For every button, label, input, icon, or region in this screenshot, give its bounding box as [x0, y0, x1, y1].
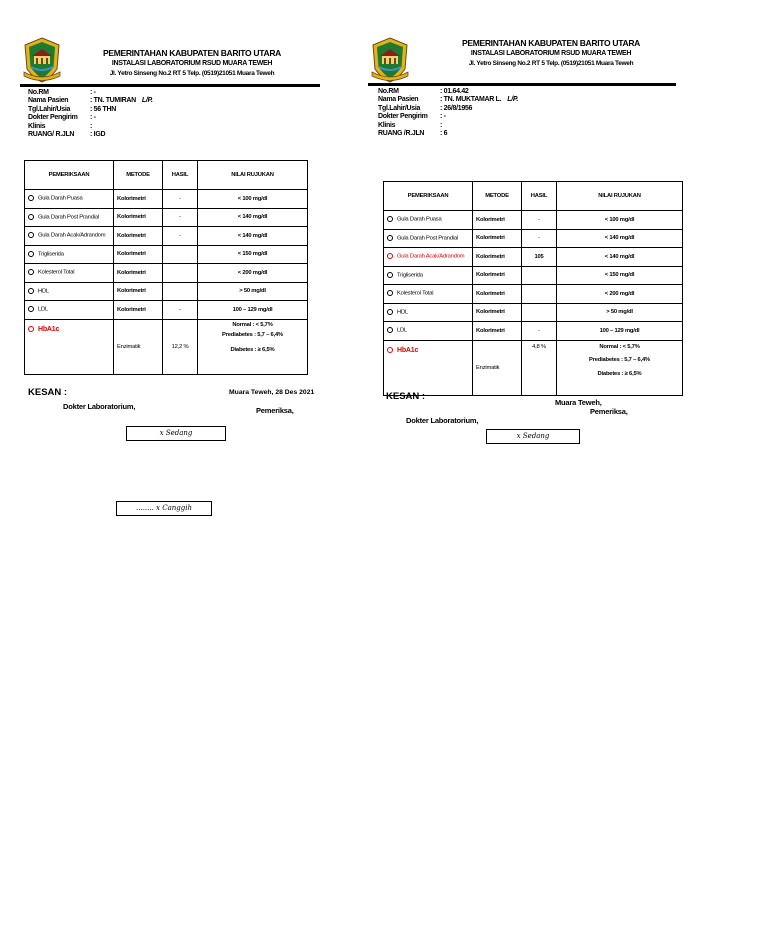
table-row: HDL Kolorimetri > 50 mg/dl	[25, 282, 308, 301]
lab-results-table	[383, 181, 683, 396]
header-title: PEMERINTAHAN KABUPATEN BARITO UTARA	[102, 48, 282, 58]
report-header	[418, 38, 684, 68]
patient-row-name: Nama Pasien : TN. TUMIRAN L/P.	[28, 97, 153, 105]
patient-row-rm: No.RM : -	[28, 89, 96, 96]
patient-row-name: Nama Pasien : TN. MUKTAMAR L. L/P.	[378, 96, 518, 104]
bullet-circle-icon	[387, 327, 393, 333]
bullet-circle-icon	[387, 272, 393, 278]
conclusion-label: KESAN :	[386, 391, 426, 402]
table-row: LDL Kolorimetri - 100 – 129 mg/dl	[25, 301, 308, 320]
table-row-hba1c: HbA1c Enzimatik 12,2 % Normal : < 5,7% Prediabetes : 5,7 – 6,4% Diabetes : ≥ 6,5%	[25, 319, 308, 374]
patient-row-doctor: Dokter Pengirim : -	[378, 113, 446, 121]
column-header: PEMERIKSAAN	[384, 182, 473, 211]
column-header: NILAI RUJUKAN	[198, 161, 308, 190]
table-row: Kolesterol Total Kolorimetri < 200 mg/dl	[384, 285, 683, 304]
bullet-circle-icon	[28, 232, 34, 238]
table-row: Gula Darah Post Prandial Kolorimetri - < 140 mg/dl	[384, 229, 683, 248]
table-header-row	[25, 161, 308, 190]
table-row: LDL Kolorimetri - 100 – 129 mg/dl	[384, 322, 683, 341]
barito-utara-emblem-icon	[370, 36, 410, 84]
bullet-circle-icon	[28, 251, 34, 257]
examiner-label: Pemeriksa,	[256, 406, 294, 415]
date-place: Muara Teweh, 28 Des 2021	[229, 389, 315, 396]
bullet-circle-icon	[387, 309, 393, 315]
column-header: HASIL	[163, 161, 198, 190]
bullet-circle-icon	[387, 253, 393, 259]
header-address: Jl. Yetro Sinseng No.2 RT 5 Telp. (0519)21051 Muara Teweh	[109, 70, 275, 77]
column-header: METODE	[114, 161, 163, 190]
bullet-circle-icon	[28, 214, 34, 220]
bullet-circle-icon	[387, 290, 393, 296]
bullet-circle-icon	[28, 306, 34, 312]
patient-row-room: RUANG/ R.JLN : IGD	[28, 131, 106, 139]
table-row: HDL Kolorimetri > 50 mg/dl	[384, 303, 683, 322]
date-place: Muara Teweh,	[555, 398, 602, 407]
bullet-circle-icon	[28, 288, 34, 294]
patient-row-dob: Tgl.Lahir/Usia : 26/8/1956	[378, 104, 473, 112]
table-row-hba1c: HbA1c Enzimatik 4,8 % Normal : < 5,7% Prediabetes : 5,7 – 6,4% Diabetes : ≥ 6,5%	[384, 340, 683, 395]
table-row: Kolesterol Total Kolorimetri < 200 mg/dl	[25, 264, 308, 283]
table-row: Gula Darah Acak/Adrandom Kolorimetri - < 140 mg/dl	[25, 227, 308, 246]
conclusion-label: KESAN :	[28, 387, 68, 398]
column-header: HASIL	[522, 182, 557, 211]
table-row: Trigliserida Kolorimetri < 150 mg/dl	[384, 266, 683, 285]
lab-results-table	[24, 160, 308, 375]
bullet-circle-icon	[28, 326, 34, 332]
table-row: Gula Darah Post Prandial Kolorimetri - < 140 mg/dl	[25, 208, 308, 227]
patient-row-clinical: Klinis :	[378, 121, 443, 129]
patient-row-rm: No.RM : 01.64.42	[378, 88, 469, 95]
bullet-circle-icon	[28, 269, 34, 275]
table-row: Gula Darah Puasa Kolorimetri - < 100 mg/dl	[25, 190, 308, 209]
patient-row-dob: Tgl.Lahir/Usia : 56 THN	[28, 105, 116, 113]
bullet-circle-icon	[387, 347, 393, 353]
header-title: PEMERINTAHAN KABUPATEN BARITO UTARA	[461, 38, 641, 48]
examiner-signature-box: x Sedang	[486, 429, 580, 444]
report-header	[64, 48, 320, 78]
header-subtitle: INSTALASI LABORATORIUM RSUD MUARA TEWEH	[470, 50, 632, 57]
table-header-row	[384, 182, 683, 211]
patient-row-clinical: Klinis :	[28, 122, 93, 130]
doctor-signature-box: ........ x Canggih	[116, 501, 212, 516]
header-subtitle: INSTALASI LABORATORIUM RSUD MUARA TEWEH	[111, 60, 273, 67]
table-row: Gula Darah Puasa Kolorimetri - < 100 mg/dl	[384, 211, 683, 230]
header-divider	[20, 84, 320, 87]
table-row: Trigliserida Kolorimetri < 150 mg/dl	[25, 245, 308, 264]
doctor-label: Dokter Laboratorium,	[63, 402, 136, 411]
barito-utara-emblem-icon	[22, 36, 62, 84]
patient-info	[378, 88, 518, 138]
doctor-label: Dokter Laboratorium,	[406, 416, 479, 425]
bullet-circle-icon	[387, 235, 393, 241]
patient-row-doctor: Dokter Pengirim : -	[28, 114, 96, 122]
patient-row-room: RUANG /R.JLN : 6	[378, 130, 448, 138]
table-row-highlighted: Gula Darah Acak/Adrandom Kolorimetri 105 < 140 mg/dl	[384, 248, 683, 267]
header-address: Jl. Yetro Sinseng No.2 RT 5 Telp. (0519)21051 Muara Teweh	[468, 60, 634, 67]
bullet-circle-icon	[387, 216, 393, 222]
examiner-signature-box: x Sedang	[126, 426, 226, 441]
column-header: NILAI RUJUKAN	[557, 182, 683, 211]
column-header: PEMERIKSAAN	[25, 161, 114, 190]
examiner-label: Pemeriksa,	[590, 407, 628, 416]
header-divider	[368, 83, 676, 86]
bullet-circle-icon	[28, 195, 34, 201]
patient-info	[28, 89, 153, 139]
column-header: METODE	[473, 182, 522, 211]
